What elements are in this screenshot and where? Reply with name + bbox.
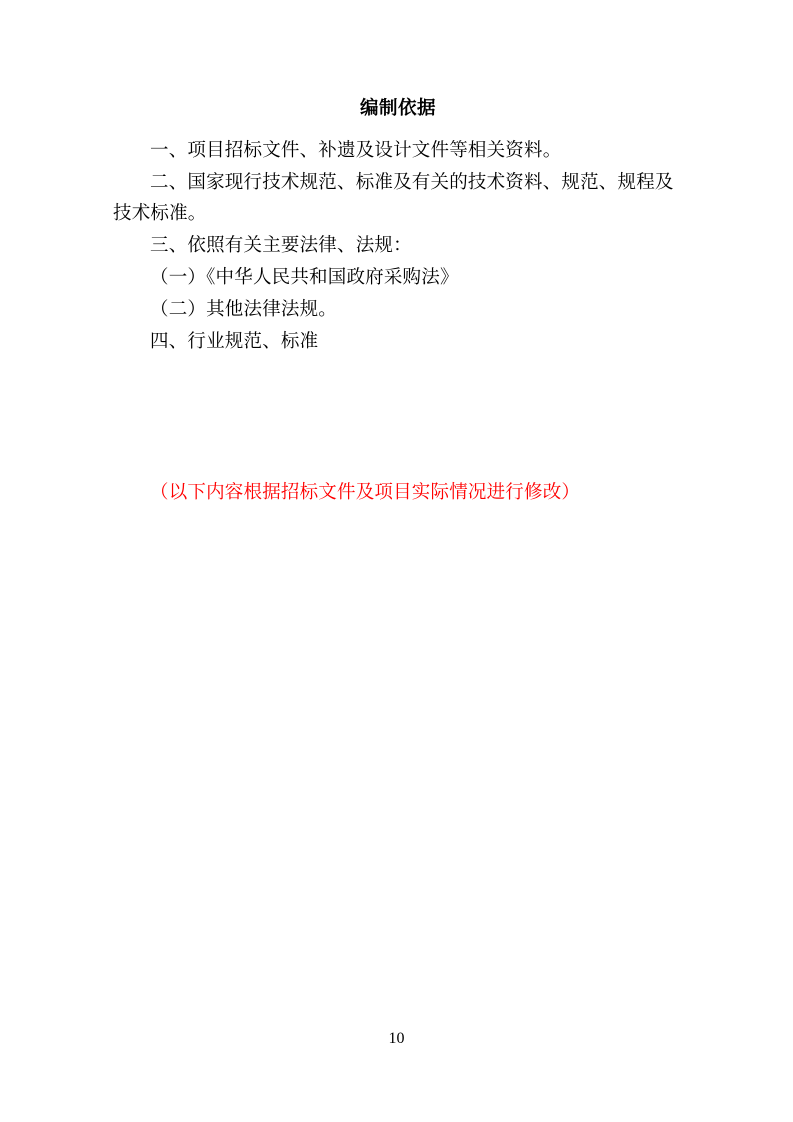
paragraph-4: （一）《中华人民共和国政府采购法》 [150,268,459,288]
paragraph-3: 三、依照有关主要法律、法规： [150,236,412,257]
spacer [113,358,683,478]
page-title: 编制依据 [359,99,436,119]
paragraph-6: 四、行业规范、标准 [150,331,319,352]
page-number: 10 [388,1030,405,1047]
paragraph-1: 一、项目招标文件、补遗及设计文件等相关资料。 [150,140,562,161]
paragraph-5: （二）其他法律法规。 [150,299,338,320]
document-body [113,96,683,510]
editorial-note: （以下内容根据招标文件及项目实际情况进行修改） [150,483,581,504]
paragraph-2: 二、国家现行技术规范、标准及有关的技术资料、规范、规程及技术标准。 [113,172,674,225]
